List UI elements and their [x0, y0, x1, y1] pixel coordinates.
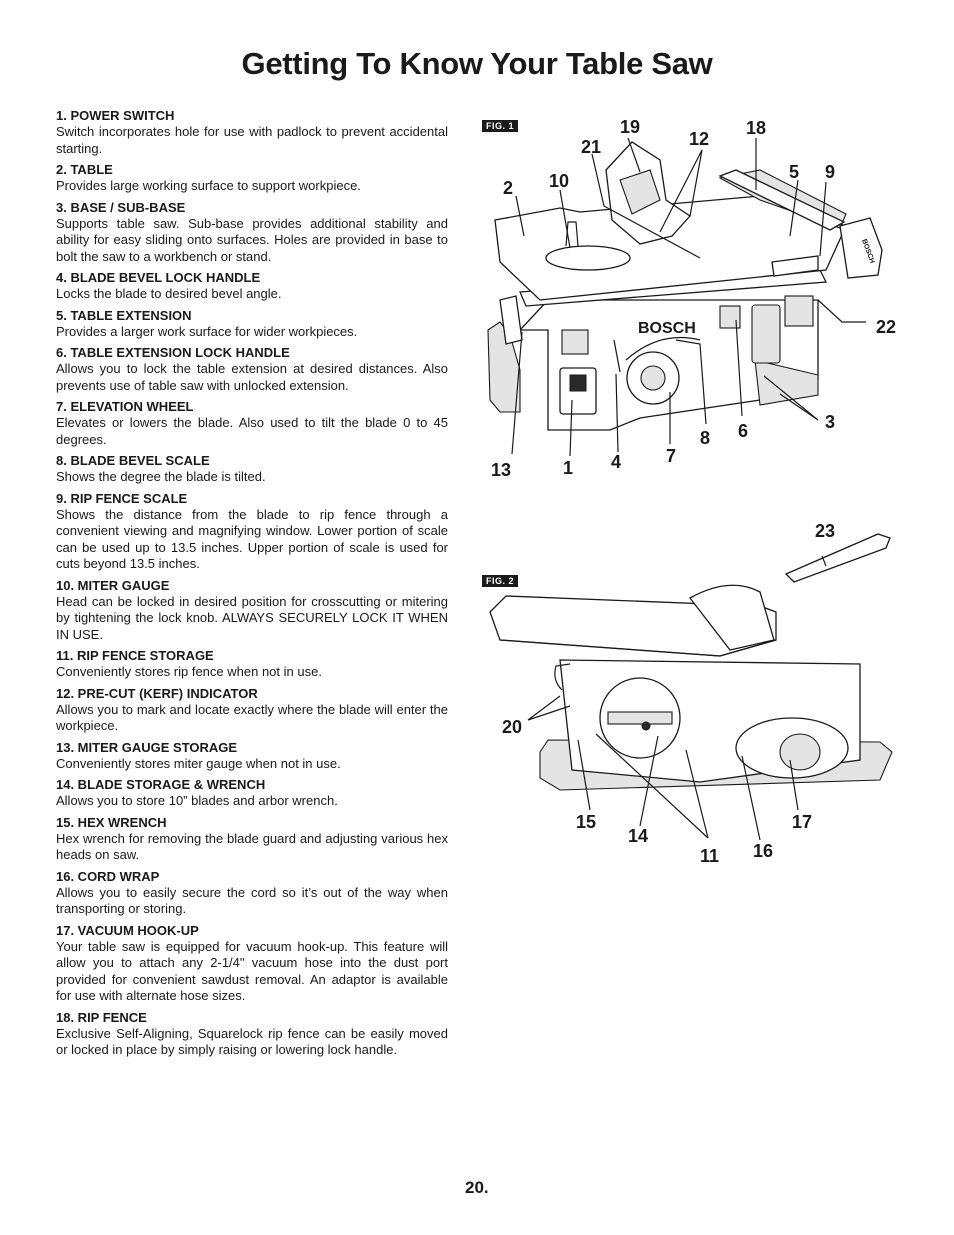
list-item: [56, 200, 448, 266]
list-item: [56, 578, 448, 644]
item-23-tool: [786, 534, 890, 582]
item-heading: 3. BASE / SUB-BASE: [56, 199, 186, 215]
page-number: 20.: [465, 1178, 489, 1197]
item-text: Elevates or lowers the blade. Also used to tilt the blade 0 to 45 degrees.: [56, 415, 448, 447]
list-item: [56, 648, 448, 681]
page-title: Getting To Know Your Table Saw: [241, 46, 713, 81]
item-heading: 7. ELEVATION WHEEL: [56, 399, 194, 414]
item-text: Supports table saw. Sub-base provides additional stability and ability for easy sliding onto surfaces. Holes are provided in base to bolt the saw to a workbench or stand.: [56, 215, 448, 264]
side-panel: [752, 305, 780, 363]
list-item: [56, 453, 448, 486]
item-text: Shows the distance from the blade to rip fence through a convenient viewing and magnifying window. Lower portion of scale can be used up to 13.5 inches. Upper portion of scale is used for cuts beyond 13.5 inches.: [56, 506, 448, 571]
elevation-wheel-hub: [641, 366, 665, 390]
callout-10: 10: [549, 171, 570, 191]
callout-16: 16: [753, 841, 774, 861]
list-item: [56, 270, 448, 303]
callout-13: 13: [491, 460, 512, 480]
item-heading: 5. TABLE EXTENSION: [56, 307, 192, 323]
item-text: Exclusive Self-Aligning, Squarelock rip fence can be easily moved or locked in place by simply raising or lowering lock handle.: [56, 1025, 448, 1057]
callout-17: 17: [792, 812, 813, 832]
item-heading: 4. BLADE BEVEL LOCK HANDLE: [56, 270, 261, 285]
item-heading: 13. MITER GAUGE STORAGE: [56, 739, 238, 755]
callout-14: 14: [628, 826, 649, 846]
list-item: [56, 815, 448, 864]
item-text: Locks the blade to desired bevel angle.: [56, 286, 282, 301]
item-heading: 15. HEX WRENCH: [56, 814, 167, 830]
callout-7: 7: [666, 446, 677, 466]
list-item: [56, 777, 448, 810]
item-text: Your table saw is equipped for vacuum hook-up. This feature will allow you to attach any 2-1/4" vacuum hose into the dust port provided for convenient sawdust removal. An adaptor is available for use with alternate hose sizes.: [56, 938, 448, 1003]
list-item: [56, 108, 448, 157]
callout-15: 15: [576, 812, 597, 832]
callout-2: 2: [503, 178, 514, 198]
item-heading: 8. BLADE BEVEL SCALE: [56, 453, 210, 468]
item-heading: 6. TABLE EXTENSION LOCK HANDLE: [56, 345, 290, 360]
vent-panel: [562, 330, 588, 354]
callout-1: 1: [563, 458, 574, 478]
item-text: Conveniently stores rip fence when not in use.: [56, 664, 322, 679]
item-text: Shows the degree the blade is tilted.: [56, 469, 266, 484]
fig2-wrench: [642, 722, 650, 730]
list-item: [56, 1010, 448, 1059]
fig1-tag: FIG. 1: [482, 120, 518, 132]
callout-4: 4: [611, 452, 622, 472]
body-brand: BOSCH: [638, 320, 696, 337]
list-item: [56, 686, 448, 735]
callout-19: 19: [620, 117, 641, 137]
item-text: Switch incorporates hole for use with padlock to prevent accidental starting.: [56, 124, 448, 156]
fig2-illustration: [480, 515, 900, 875]
fig1-illustration: [480, 110, 900, 510]
fig2-blade-bar: [608, 712, 672, 724]
callout-23: 23: [815, 521, 836, 541]
list-item: [56, 869, 448, 918]
item-text: Provides large working surface to support workpiece.: [56, 178, 361, 193]
item-heading: 16. CORD WRAP: [56, 868, 160, 884]
callout-3: 3: [825, 412, 836, 432]
fig2-tag: FIG. 2: [482, 575, 518, 587]
item-text: Provides a larger work surface for wider workpieces.: [56, 323, 358, 339]
parts-list: [56, 108, 448, 1064]
list-item: [56, 399, 448, 448]
item-heading: 10. MITER GAUGE: [56, 577, 170, 593]
callout-20: 20: [502, 717, 523, 737]
callout-22: 22: [876, 317, 897, 337]
list-item: [56, 740, 448, 773]
item-heading: 12. PRE-CUT (KERF) INDICATOR: [56, 685, 258, 701]
list-item: [56, 923, 448, 1005]
callout-18: 18: [746, 118, 767, 138]
miter-gauge-head: [546, 246, 630, 270]
item-heading: 1. POWER SWITCH: [56, 108, 175, 123]
item-heading: 14. BLADE STORAGE & WRENCH: [56, 777, 266, 792]
item-heading: 9. RIP FENCE SCALE: [56, 490, 188, 506]
callout-12: 12: [689, 129, 710, 149]
item-text: Allows you to store 10” blades and arbor wrench.: [56, 793, 338, 808]
item-text: Allows you to easily secure the cord so it’s out of the way when transporting or storing.: [56, 884, 448, 916]
item-heading: 11. RIP FENCE STORAGE: [56, 648, 214, 663]
fence-brand: BOSCH: [860, 238, 876, 265]
item-heading: 17. VACUUM HOOK-UP: [56, 922, 199, 938]
extension-lock-handle: [720, 306, 740, 328]
fence-head: [840, 218, 882, 278]
list-item: [56, 308, 448, 341]
item-text: Allows you to mark and locate exactly where the blade will enter the workpiece.: [56, 701, 448, 733]
callout-6: 6: [738, 421, 749, 441]
callout-8: 8: [700, 428, 711, 448]
fig2-vacuum-port: [780, 734, 820, 770]
power-switch: [570, 375, 586, 391]
list-item: [56, 345, 448, 394]
item-text: Conveniently stores miter gauge when not in use.: [56, 755, 341, 771]
item-heading: 18. RIP FENCE: [56, 1009, 147, 1025]
item-heading: 2. TABLE: [56, 162, 113, 177]
callout-11: 11: [700, 846, 720, 866]
item-text: Hex wrench for removing the blade guard and adjusting various hex heads on saw.: [56, 830, 448, 862]
item-text: Head can be locked in desired position for crosscutting or mitering by tightening the lock knob. ALWAYS SECURELY LOCK IT WHEN IN USE.: [56, 593, 448, 642]
list-item: [56, 491, 448, 573]
item-text: Allows you to lock the table extension at desired distances. Also prevents use of table saw with unlocked extension.: [56, 361, 448, 393]
callout-21: 21: [581, 137, 602, 157]
callout-5: 5: [789, 162, 800, 182]
callout-9: 9: [825, 162, 836, 182]
lock-block: [785, 296, 813, 326]
list-item: [56, 162, 448, 195]
